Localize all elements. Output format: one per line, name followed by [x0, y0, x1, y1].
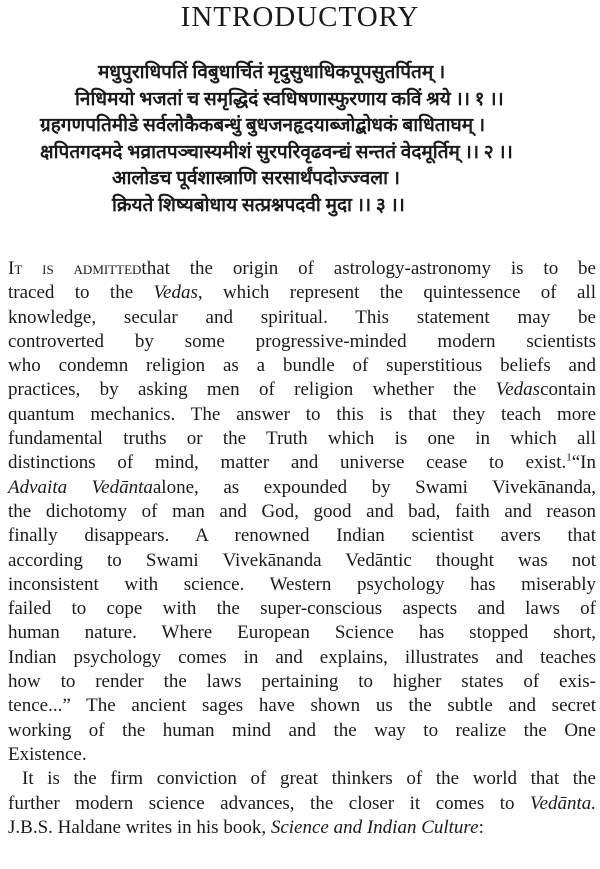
text-segment: failed to cope with the super-conscious aspects and laws of — [8, 598, 596, 620]
text-line — [8, 257, 596, 281]
text-segment: that the origin of astrology-astronomy is to be — [141, 258, 596, 279]
body-text — [8, 257, 596, 840]
text-line — [8, 306, 596, 330]
text-segment: Advaita Vedānta — [8, 476, 153, 498]
text-segment: Science and Indian Culture — [270, 816, 479, 838]
text-segment: inconsistent with science. Western psychology has miserably — [8, 573, 596, 595]
text-line — [8, 549, 596, 573]
verse-line: क्षपितगदमदे भव्रातपञ्चास्यमीशं सुरपरिवृढवन्द्यं सन्ततं वेदमूर्तिम् ।। २ ।। — [40, 141, 513, 163]
text-segment: working of the human mind and the way to realize the One — [8, 719, 596, 741]
text-line — [8, 767, 596, 791]
text-line — [8, 694, 596, 718]
text-line — [8, 621, 596, 645]
text-segment: practices, by asking men of religion whether the — [8, 379, 496, 401]
text-segment: knowledge, secular and spiritual. This statement may be — [8, 306, 596, 328]
text-segment: distinctions of mind, matter and universe cease to exist. — [8, 452, 567, 474]
text-segment: controverted by some progressive-minded modern scientists — [8, 330, 596, 352]
text-line — [8, 378, 596, 402]
text-line — [8, 476, 596, 500]
text-line — [8, 573, 596, 597]
text-line — [8, 427, 596, 451]
verse-line: ग्रहगणपतिमीडे सर्वलोकैकबन्धुं बुधजनहृदयाब्जोद्बोधकं बाधिताघम् । — [40, 115, 486, 136]
text-segment: alone, as expounded by Swami Vivekānanda, — [152, 476, 597, 498]
text-segment: finally disappears. A renowned Indian scientist avers that — [8, 525, 596, 547]
text-segment: how to render the laws pertaining to higher states of exis- — [8, 671, 596, 693]
text-segment: tence...” The ancient sages have shown us the subtle and secret — [8, 695, 596, 717]
text-segment: , which represent the quintessence of all — [197, 282, 596, 304]
text-line — [8, 816, 596, 840]
text-line — [8, 792, 596, 816]
text-line — [8, 451, 596, 475]
text-segment: traced to the — [8, 282, 154, 304]
text-segment: human nature. Where European Science has stopped short, — [8, 622, 596, 644]
text-line — [8, 597, 596, 621]
text-segment: Vedas — [153, 282, 198, 304]
text-line — [8, 354, 596, 378]
verse-line: आलोडच पूर्वशास्त्राणि सरसार्थंपदोज्ज्वला । — [112, 168, 400, 189]
verse-line: मधुपुराधिपतिं विबुधार्चितं मृदुसुधाधिकपूपसुतर्पितम् । — [98, 62, 446, 83]
verse-line: निधिमयो भजतां च समृद्धिदं स्वधिषणास्फुरणाय कविं श्रये ।। १ ।। — [75, 88, 504, 110]
text-segment: according to Swami Vivekānanda Vedāntic thought was not — [8, 549, 596, 571]
text-segment: contain — [540, 379, 596, 401]
text-line — [8, 330, 596, 354]
text-line — [8, 281, 596, 305]
chapter-title: INTRODUCTORY — [180, 1, 420, 33]
text-segment: Indian psychology comes in and explains, illustrates and teaches — [8, 646, 596, 668]
text-segment: J.B.S. Haldane writes in his book, — [8, 816, 271, 838]
text-segment: Existence. — [8, 743, 87, 765]
text-segment: who condemn religion as a bundle of superstitious beliefs and — [8, 355, 596, 377]
text-line — [8, 524, 596, 548]
text-line — [8, 719, 596, 743]
text-segment: the dichotomy of man and God, good and bad, faith and reason — [8, 500, 596, 522]
text-segment: further modern science advances, the closer it comes to — [8, 792, 531, 814]
text-line — [8, 743, 596, 767]
footnote-marker: 1 — [566, 452, 572, 465]
verse-line: क्रियते शिष्यबोधाय सत्प्रश्नपदवी मुदा ।। ३ ।। — [112, 194, 405, 216]
text-line — [8, 500, 596, 524]
text-segment: “In — [571, 452, 596, 474]
text-segment: fundamental truths or the Truth which is one in which all — [8, 428, 596, 450]
text-segment: Vedas — [495, 379, 541, 401]
text-segment: It is admitted — [8, 258, 142, 279]
text-line — [8, 403, 596, 427]
text-line — [8, 646, 596, 670]
text-line — [8, 670, 596, 694]
sanskrit-invocation-verses — [0, 60, 600, 219]
text-segment: It is the firm conviction of great thinkers of the world that the — [22, 768, 596, 790]
text-segment: Vedānta. — [530, 792, 596, 814]
text-segment: quantum mechanics. The answer to this is that they teach more — [8, 403, 596, 425]
text-segment: : — [478, 816, 484, 838]
